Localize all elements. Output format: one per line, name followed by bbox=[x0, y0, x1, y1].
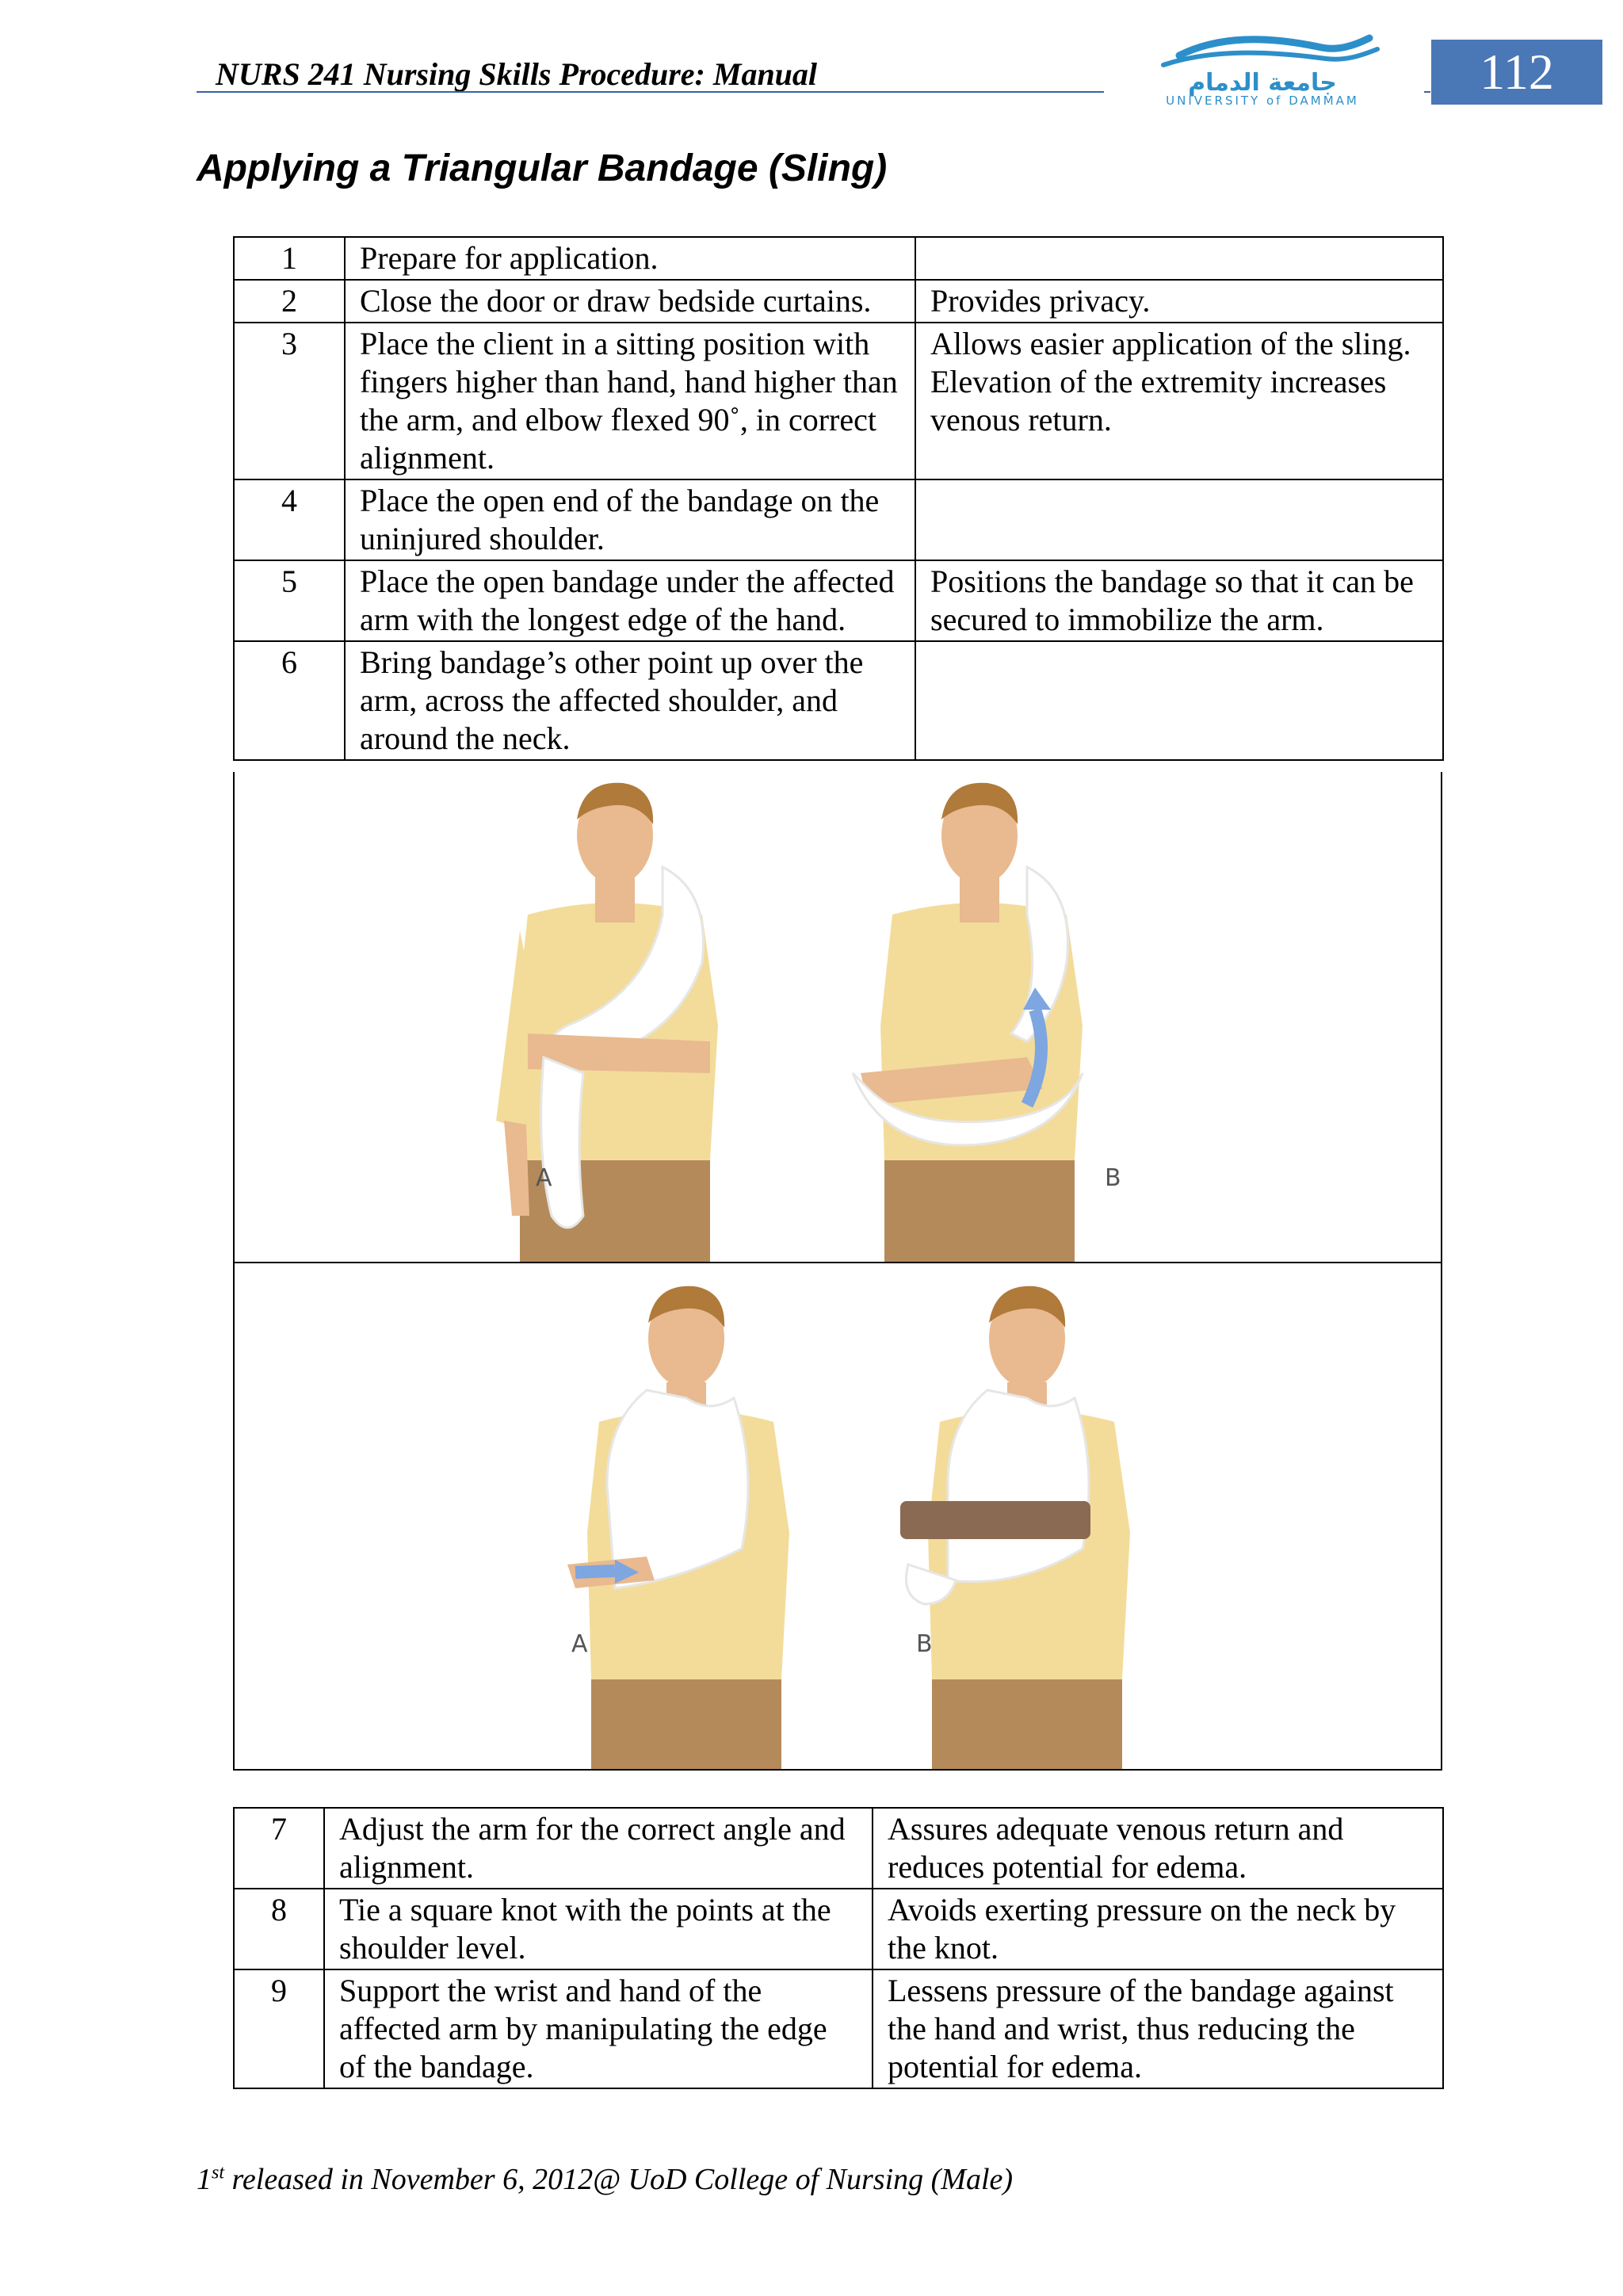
step-action: Place the open bandage under the affected arm with the longest edge of the hand. bbox=[345, 560, 915, 641]
table-row bbox=[234, 560, 1443, 641]
header-rule bbox=[197, 91, 1104, 93]
step-action: Prepare for application. bbox=[345, 237, 915, 280]
figure-label-a: A bbox=[536, 1164, 552, 1192]
step-rationale bbox=[915, 479, 1443, 560]
step-action: Close the door or draw bedside curtains. bbox=[345, 280, 915, 323]
step-number: 5 bbox=[234, 560, 345, 641]
footer-release-note bbox=[197, 2162, 1013, 2197]
step-number: 6 bbox=[234, 641, 345, 760]
illustration-panel-1 bbox=[233, 772, 1442, 1263]
table-row bbox=[234, 1889, 1443, 1969]
step-rationale: Assures adequate venous return and reduces potential for edema. bbox=[873, 1808, 1443, 1889]
illustration-panel-2 bbox=[233, 1262, 1442, 1771]
step-action: Support the wrist and hand of the affected arm by manipulating the edge of the bandage. bbox=[324, 1969, 873, 2088]
header-rule-end bbox=[1424, 91, 1430, 93]
step-rationale: Avoids exerting pressure on the neck by the knot. bbox=[873, 1889, 1443, 1969]
step-number: 2 bbox=[234, 280, 345, 323]
university-logo-graphic bbox=[1132, 32, 1393, 107]
figure-b-strap-step bbox=[900, 1286, 1130, 1769]
page-number-box bbox=[1431, 40, 1602, 105]
step-action: Bring bandage’s other point up over the arm, across the affected shoulder, and around the neck. bbox=[345, 641, 915, 760]
step-rationale: Lessens pressure of the bandage against the hand and wrist, thus reducing the potential for edema. bbox=[873, 1969, 1443, 2088]
step-number: 8 bbox=[234, 1889, 324, 1969]
university-logo bbox=[1132, 32, 1393, 107]
step-action: Place the client in a sitting position with fingers higher than hand, hand higher than the arm, and elbow flexed 90˚, in correct alignment. bbox=[345, 323, 915, 479]
document-title: Applying a Triangular Bandage (Sling) bbox=[197, 147, 888, 189]
table-row bbox=[234, 280, 1443, 323]
step-action: Place the open end of the bandage on the uninjured shoulder. bbox=[345, 479, 915, 560]
step-action: Adjust the arm for the correct angle and alignment. bbox=[324, 1808, 873, 1889]
logo-english-text: UNIVERSITY of DAMMAM bbox=[1166, 94, 1359, 107]
page-number: 112 bbox=[1480, 44, 1554, 100]
table-row bbox=[234, 323, 1443, 479]
figure-b-sling-step bbox=[853, 783, 1121, 1262]
step-number: 3 bbox=[234, 323, 345, 479]
table-row bbox=[234, 1808, 1443, 1889]
step-rationale: Provides privacy. bbox=[915, 280, 1443, 323]
step-rationale bbox=[915, 641, 1443, 760]
step-rationale: Allows easier application of the sling. Elevation of the extremity increases venous return. bbox=[915, 323, 1443, 479]
step-number: 7 bbox=[234, 1808, 324, 1889]
table-row bbox=[234, 479, 1443, 560]
figure-a-sling-step bbox=[496, 783, 718, 1262]
figure-label-b: B bbox=[1105, 1164, 1121, 1192]
step-rationale: Positions the bandage so that it can be secured to immobilize the arm. bbox=[915, 560, 1443, 641]
figure-label-b: B bbox=[916, 1630, 933, 1658]
step-number: 1 bbox=[234, 237, 345, 280]
figure-label-a: A bbox=[571, 1630, 588, 1658]
footer-ordinal: 1 bbox=[197, 2163, 212, 2196]
procedure-table-part1 bbox=[233, 236, 1444, 761]
manual-title: NURS 241 Nursing Skills Procedure: Manual bbox=[216, 56, 818, 92]
sling-illustration-1 bbox=[235, 772, 1441, 1262]
footer-text: released in November 6, 2012@ UoD College of Nursing (Male) bbox=[224, 2163, 1014, 2196]
footer-ordinal-suffix: st bbox=[212, 2162, 225, 2183]
step-number: 9 bbox=[234, 1969, 324, 2088]
figure-a-knot-step bbox=[567, 1286, 789, 1769]
table-row bbox=[234, 237, 1443, 280]
table-row bbox=[234, 1969, 1443, 2088]
procedure-table-part2 bbox=[233, 1807, 1444, 2089]
step-action: Tie a square knot with the points at the shoulder level. bbox=[324, 1889, 873, 1969]
step-number: 4 bbox=[234, 479, 345, 560]
step-rationale bbox=[915, 237, 1443, 280]
sling-illustration-2 bbox=[235, 1263, 1441, 1769]
table-row bbox=[234, 641, 1443, 760]
logo-arabic-text: جامعة الدمام bbox=[1188, 69, 1337, 97]
